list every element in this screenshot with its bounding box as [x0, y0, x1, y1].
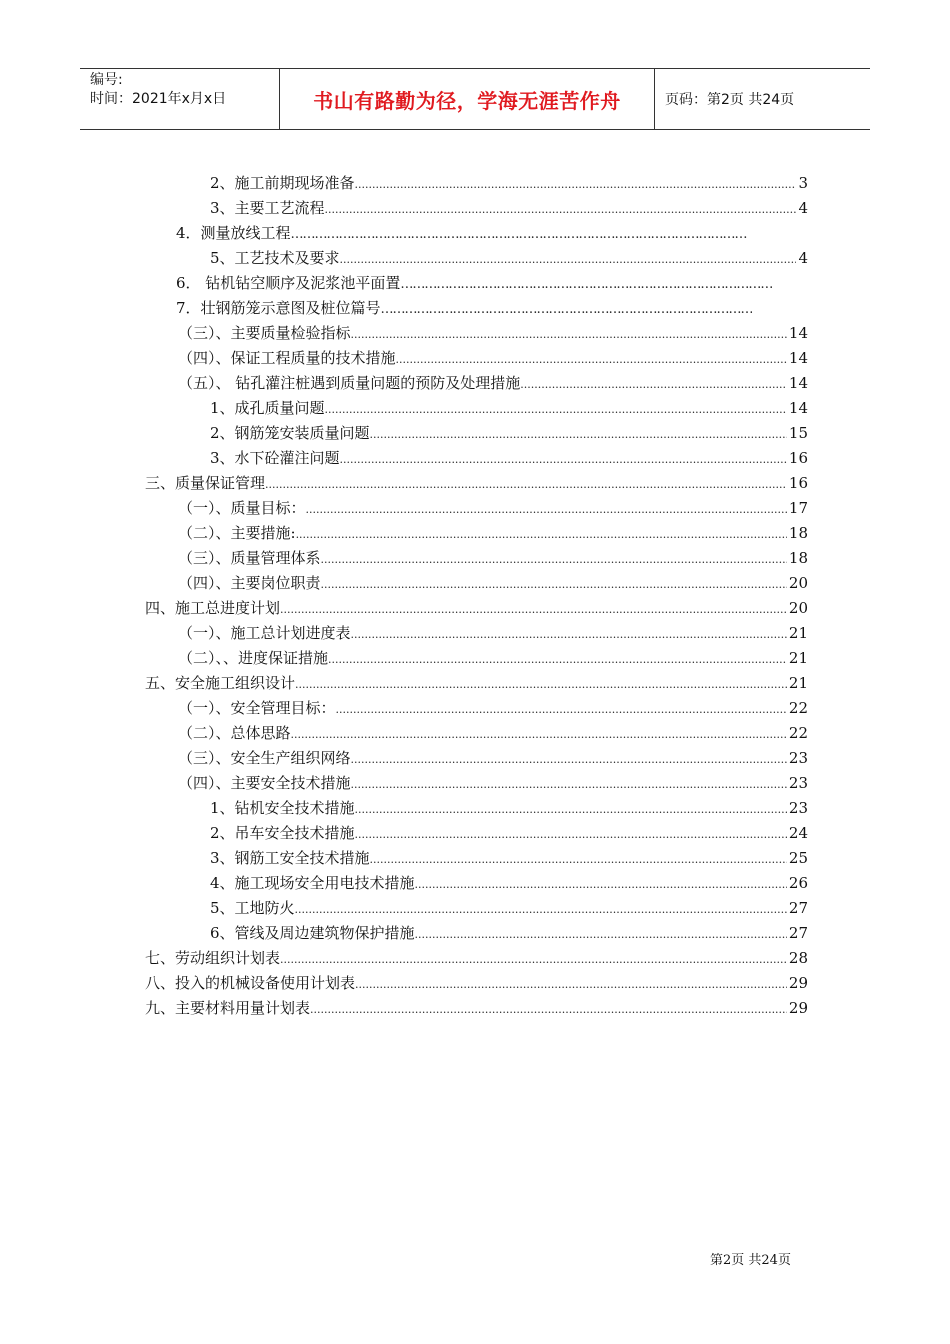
toc-entry-title: 2、施工前期现场准备: [210, 174, 355, 192]
toc-entry-title: （四）、主要岗位职责: [178, 574, 321, 592]
toc-leader: [265, 478, 787, 491]
toc-entry-page: 21: [788, 674, 808, 692]
toc-entry[interactable]: [145, 597, 808, 619]
toc-entry-title: 3、钢筋工安全技术措施: [210, 849, 370, 867]
toc-leader: [381, 302, 752, 317]
toc-leader: [370, 853, 787, 866]
toc-entry-page: 16: [788, 449, 808, 467]
toc-entry[interactable]: [210, 247, 808, 269]
toc-entry-page: 14: [788, 349, 808, 367]
toc-leader: [321, 578, 787, 591]
toc-entry[interactable]: [178, 647, 808, 669]
page-header: [80, 68, 870, 130]
toc-entry[interactable]: [178, 747, 808, 769]
toc-leader: [340, 253, 797, 266]
toc-entry[interactable]: [210, 172, 808, 194]
toc-entry-page: 24: [788, 824, 808, 842]
toc-entry-title: 2、钢筋笼安装质量问题: [210, 424, 370, 442]
toc-entry-title: 八、投入的机械设备使用计划表: [145, 974, 356, 992]
toc-entry-page: 21: [788, 649, 808, 667]
toc-entry-page: 27: [788, 899, 808, 917]
toc-entry-title: （四）、保证工程质量的技术措施: [178, 349, 396, 367]
toc-leader: [310, 1003, 787, 1016]
toc-entry[interactable]: [178, 347, 808, 369]
toc-entry-page: 23: [788, 749, 808, 767]
toc-entry-page: 4: [798, 249, 808, 267]
toc-entry-title: 五、安全施工组织设计: [145, 674, 296, 692]
toc-entry-title: （二）、主要措施:: [178, 524, 296, 542]
toc-entry-page: 20: [788, 574, 808, 592]
toc-leader: [291, 227, 772, 242]
toc-entry[interactable]: [178, 622, 808, 644]
toc-entry-title: 5、工地防火: [210, 899, 295, 917]
toc-entry-title: 4、施工现场安全用电技术措施: [210, 874, 415, 892]
toc-entry[interactable]: [178, 522, 808, 544]
toc-entry-page: 21: [788, 624, 808, 642]
toc-leader: [415, 928, 787, 941]
toc-leader: [328, 653, 787, 666]
toc-leader: [295, 678, 787, 691]
toc-entry-title: （二）、、进度保证措施: [178, 649, 329, 667]
page-footer: 第2页 共24页: [710, 1253, 791, 1268]
toc-entry-title: 5、工艺技术及要求: [210, 249, 340, 267]
toc-entry[interactable]: [210, 872, 808, 894]
toc-leader: [340, 453, 787, 466]
toc-entry[interactable]: [178, 497, 808, 519]
toc-entry-title: （一）、施工总计划进度表: [178, 624, 351, 642]
toc-entry-title: （五）、 钻孔灌注桩遇到质量问题的预防及处理措施: [178, 374, 521, 392]
toc-entry-page: 18: [788, 524, 808, 542]
toc-leader: [306, 503, 787, 516]
toc-entry-title: 1、钻机安全技术措施: [210, 799, 355, 817]
toc-entry-title: 7．壮钢筋笼示意图及桩位篇号: [176, 299, 381, 317]
toc-entry-page: 23: [788, 799, 808, 817]
toc-leader: [351, 753, 787, 766]
toc-entry[interactable]: [145, 947, 808, 969]
header-meta: [80, 69, 280, 129]
toc-entry-title: 1、成孔质量问题: [210, 399, 325, 417]
toc-entry-page: 18: [788, 549, 808, 567]
toc-entry-title: （三）、主要质量检验指标: [178, 324, 351, 342]
toc-entry-title: 4．测量放线工程: [176, 224, 291, 242]
toc-entry[interactable]: [178, 547, 808, 569]
toc-leader: [351, 778, 787, 791]
toc-entry-page: 22: [788, 724, 808, 742]
toc-entry-page: 15: [788, 424, 808, 442]
toc-entry[interactable]: [178, 572, 808, 594]
toc-entry-page: 28: [788, 949, 808, 967]
toc-entry[interactable]: [176, 272, 774, 294]
toc-entry-title: 6． 钻机钻空顺序及泥浆池平面置: [176, 274, 401, 292]
toc-leader: [291, 728, 787, 741]
toc-entry[interactable]: [178, 697, 808, 719]
toc-entry-page: 29: [788, 974, 808, 992]
toc-entry-title: （二）、总体思路: [178, 724, 291, 742]
toc-entry-title: （三）、安全生产组织网络: [178, 749, 351, 767]
toc-entry-title: （三）、质量管理体系: [178, 549, 321, 567]
toc-entry[interactable]: [210, 922, 808, 944]
toc-entry[interactable]: [145, 972, 808, 994]
toc-entry-page: 20: [788, 599, 808, 617]
header-motto: 书山有路勤为径，学海无涯苦作舟: [280, 69, 655, 129]
toc-leader: [321, 553, 787, 566]
toc-entry-title: 2、吊车安全技术措施: [210, 824, 355, 842]
toc-entry-page: 17: [788, 499, 808, 517]
toc-entry[interactable]: [210, 447, 808, 469]
toc-leader: [400, 277, 772, 292]
toc-leader: [351, 328, 787, 341]
toc-leader: [355, 828, 787, 841]
toc-entry-page: 16: [788, 474, 808, 492]
toc-entry[interactable]: [178, 322, 808, 344]
document-time: 时间：2021年x月x日: [90, 91, 227, 107]
toc-leader: [280, 953, 787, 966]
toc-entry-title: （一）、安全管理目标：: [178, 699, 336, 717]
toc-entry-title: 四、施工总进度计划: [145, 599, 281, 617]
toc-entry[interactable]: [210, 897, 808, 919]
toc-entry[interactable]: [210, 847, 808, 869]
toc-leader: [355, 803, 787, 816]
toc-entry-page: 23: [788, 774, 808, 792]
toc-entry-title: 九、主要材料用量计划表: [145, 999, 311, 1017]
toc-entry-title: 七、劳动组织计划表: [145, 949, 281, 967]
toc-entry-title: 3、水下砼灌注问题: [210, 449, 340, 467]
toc-leader: [336, 703, 787, 716]
toc-entry[interactable]: [210, 797, 808, 819]
toc-entry-title: 三、质量保证管理: [145, 474, 266, 492]
toc-entry-page: 26: [788, 874, 808, 892]
toc-leader: [280, 603, 787, 616]
toc-leader: [325, 403, 787, 416]
toc-leader: [295, 903, 787, 916]
toc-leader: [396, 353, 787, 366]
toc-entry[interactable]: [176, 222, 774, 244]
toc-entry[interactable]: [145, 672, 808, 694]
toc-entry-page: 14: [788, 374, 808, 392]
toc-entry-page: 3: [798, 174, 808, 192]
toc-entry[interactable]: [176, 297, 754, 319]
toc-entry[interactable]: [178, 772, 808, 794]
toc-leader: [355, 978, 787, 991]
toc-entry-page: 14: [788, 399, 808, 417]
document-number-label: 编号:: [90, 72, 123, 88]
toc-entry-page: 25: [788, 849, 808, 867]
toc-entry-page: 27: [788, 924, 808, 942]
toc-leader: [370, 428, 787, 441]
toc-entry-page: 29: [788, 999, 808, 1017]
toc-entry-title: （四）、主要安全技术措施: [178, 774, 351, 792]
toc-entry[interactable]: [145, 472, 808, 494]
toc-entry-title: 3、主要工艺流程: [210, 199, 325, 217]
toc-entry-page: 22: [788, 699, 808, 717]
toc-entry-page: 4: [798, 199, 808, 217]
toc-entry[interactable]: [145, 997, 808, 1019]
toc-entry-title: 6、管线及周边建筑物保护措施: [210, 924, 415, 942]
header-page-info: 页码：第2页 共24页: [665, 92, 795, 108]
toc-entry-title: （一）、质量目标：: [178, 499, 306, 517]
toc-entry[interactable]: [178, 722, 808, 744]
toc-leader: [325, 203, 797, 216]
toc-leader: [520, 378, 787, 391]
toc-entry[interactable]: [210, 822, 808, 844]
toc-entry[interactable]: [210, 422, 808, 444]
toc-leader: [351, 628, 787, 641]
toc-leader: [296, 528, 787, 541]
toc-entry[interactable]: [178, 372, 808, 394]
toc-entry-page: 14: [788, 324, 808, 342]
toc-leader: [415, 878, 787, 891]
toc-entry[interactable]: [210, 397, 808, 419]
toc-leader: [355, 178, 797, 191]
toc-entry[interactable]: [210, 197, 808, 219]
